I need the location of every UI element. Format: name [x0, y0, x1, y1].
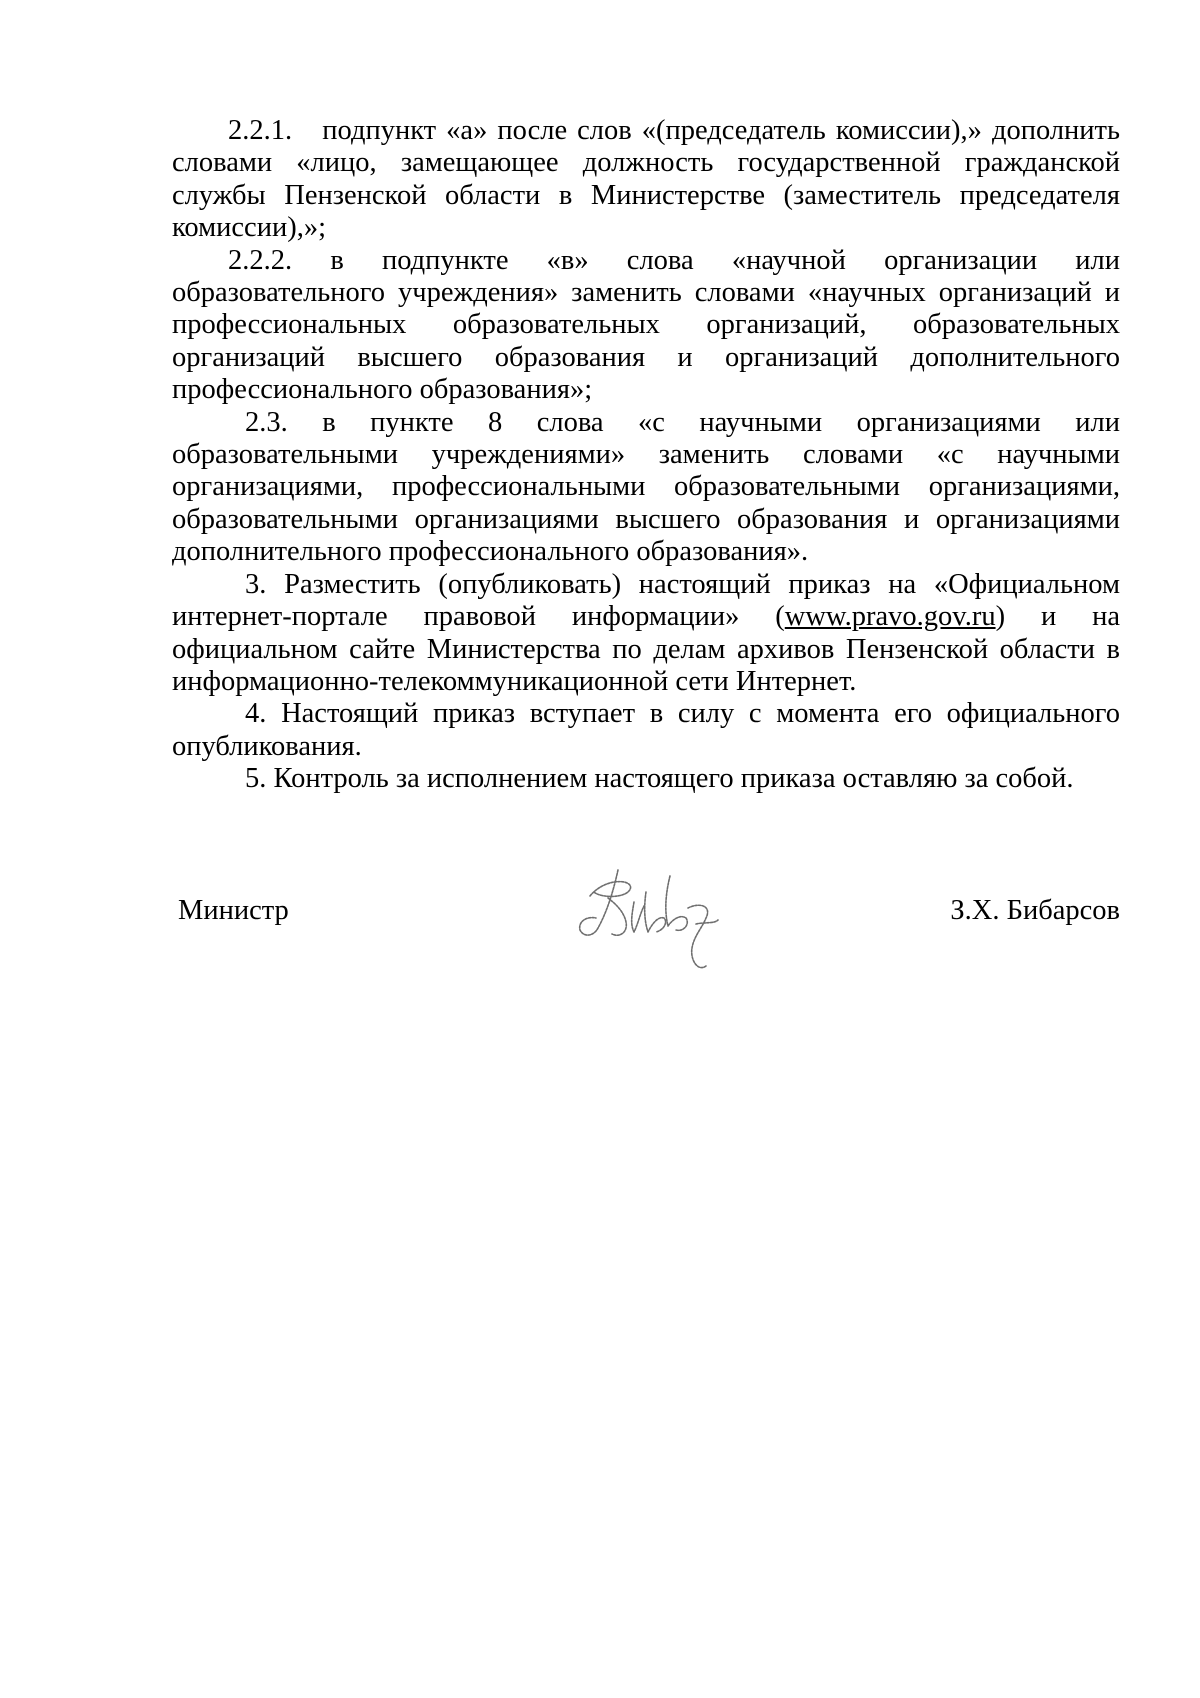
paragraph-3-text-start: 3. Разместить (опубликовать) настоящий приказ на «Официальном интернет-портале правовой информации» (	[172, 568, 1120, 633]
paragraph-5: 5. Контроль за исполнением настоящего приказа оставляю за собой.	[245, 763, 1074, 795]
document-body	[172, 115, 1120, 796]
paragraph-3-text-end: ) и на официальном сайте Министерства по делам архивов Пензенской области в информационно-телекоммуникационной сети Интернет.	[172, 601, 1120, 697]
paragraph-2-2-2: 2.2.2. в подпункте «в» слова «научной организации или образовательного учреждения» заменить словами «научных организаций и профессиональных образовательных организаций, образовательных организаций высшего образования и организаций дополнительного профессионального образования»;	[172, 244, 1120, 406]
handwritten-signature	[568, 862, 728, 980]
paragraph-2-2-1-text: подпункт «а» после слов «(председатель комиссии),» дополнить словами «лицо, замещающее должность государственной гражданской службы Пензенской области в Министерстве (заместитель председателя комиссии),»;	[172, 115, 1121, 244]
signer-name: З.Х. Бибарсов	[950, 895, 1120, 926]
paragraph-2-2-1-number: 2.2.1.	[228, 115, 293, 146]
paragraph-3	[172, 569, 1120, 699]
signer-title: Министр	[178, 895, 289, 926]
paragraph-2-3: 2.3. в пункте 8 слова «с научными организациями или образовательными учреждениями» заменить словами «с научными организациями, профессиональными образовательными организациями, образовательными организациями высшего образования и организациями дополнительного профессионального образования».	[172, 406, 1120, 568]
paragraph-2-2-1	[172, 115, 1120, 245]
paragraph-4: 4. Настоящий приказ вступает в силу с момента его официального опубликования.	[172, 698, 1120, 762]
pravo-gov-link[interactable]: www.pravo.gov.ru	[784, 601, 996, 633]
